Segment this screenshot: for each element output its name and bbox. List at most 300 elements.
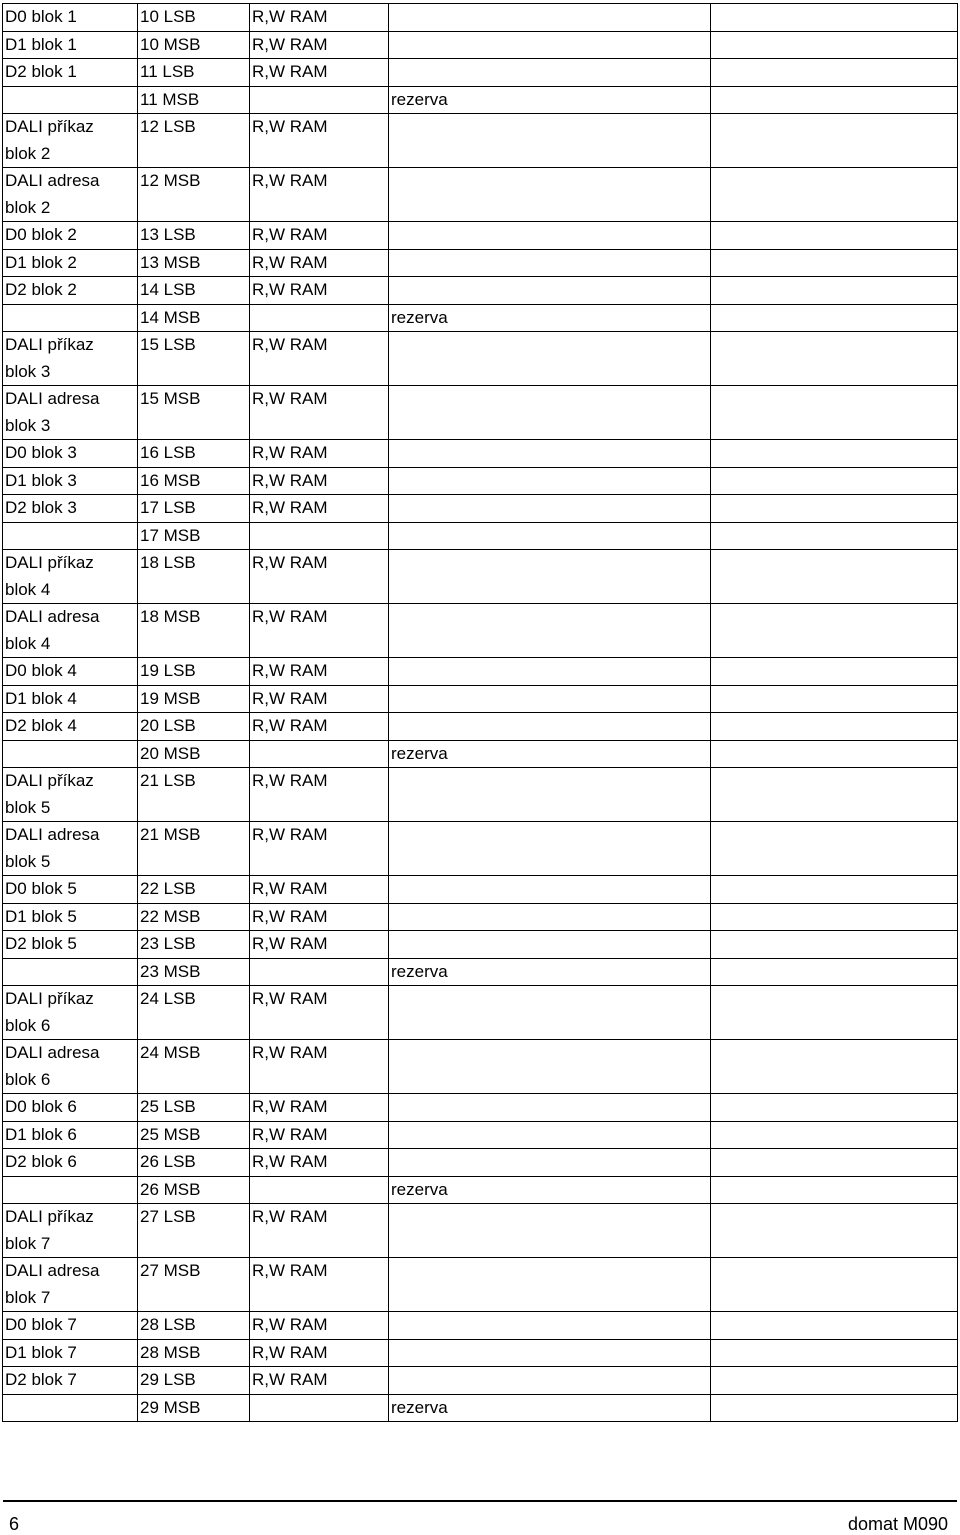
- cell-empty: [711, 141, 958, 168]
- cell-name: [3, 304, 138, 332]
- cell-access: R,W RAM: [250, 1204, 389, 1231]
- cell-empty: [711, 1094, 958, 1122]
- cell-note: [389, 277, 711, 305]
- cell-name: DALI adresa: [3, 168, 138, 195]
- cell-name: D0 blok 1: [3, 4, 138, 32]
- table-row: [3, 413, 958, 440]
- cell-note: [389, 1094, 711, 1122]
- table-row: [3, 59, 958, 87]
- cell-empty: [711, 768, 958, 795]
- cell-register: [138, 413, 250, 440]
- cell-empty: [711, 713, 958, 741]
- cell-note: rezerva: [389, 740, 711, 768]
- cell-empty: [711, 1367, 958, 1395]
- cell-note: [389, 522, 711, 550]
- cell-empty: [711, 1394, 958, 1422]
- cell-empty: [711, 1312, 958, 1340]
- cell-access: R,W RAM: [250, 1367, 389, 1395]
- cell-empty: [711, 903, 958, 931]
- table-row: [3, 1367, 958, 1395]
- cell-access: [250, 86, 389, 114]
- cell-name: D0 blok 2: [3, 222, 138, 250]
- table-row: [3, 168, 958, 195]
- cell-register: 15 MSB: [138, 386, 250, 413]
- cell-empty: [711, 1285, 958, 1312]
- cell-access: R,W RAM: [250, 876, 389, 904]
- cell-name: blok 2: [3, 141, 138, 168]
- table-row: [3, 195, 958, 222]
- cell-register: [138, 141, 250, 168]
- table-row: [3, 631, 958, 658]
- cell-register: 16 MSB: [138, 467, 250, 495]
- cell-access: R,W RAM: [250, 467, 389, 495]
- cell-register: [138, 1013, 250, 1040]
- cell-name: DALI adresa: [3, 822, 138, 849]
- cell-empty: [711, 658, 958, 686]
- table-row: [3, 1312, 958, 1340]
- cell-name: blok 7: [3, 1231, 138, 1258]
- cell-empty: [711, 685, 958, 713]
- cell-register: 23 LSB: [138, 931, 250, 959]
- cell-note: [389, 195, 711, 222]
- cell-register: 19 MSB: [138, 685, 250, 713]
- cell-empty: [711, 1258, 958, 1285]
- cell-name: DALI příkaz: [3, 114, 138, 141]
- cell-empty: [711, 1067, 958, 1094]
- cell-note: [389, 1067, 711, 1094]
- cell-name: blok 4: [3, 631, 138, 658]
- cell-name: blok 5: [3, 849, 138, 876]
- table-row: [3, 141, 958, 168]
- table-row: [3, 1285, 958, 1312]
- cell-register: 22 LSB: [138, 876, 250, 904]
- table-row: [3, 4, 958, 32]
- table-row: [3, 440, 958, 468]
- table-row: [3, 1067, 958, 1094]
- cell-register: 11 MSB: [138, 86, 250, 114]
- cell-access: [250, 577, 389, 604]
- cell-name: blok 6: [3, 1013, 138, 1040]
- cell-register: 24 MSB: [138, 1040, 250, 1067]
- cell-name: [3, 1394, 138, 1422]
- cell-name: D1 blok 7: [3, 1339, 138, 1367]
- cell-name: blok 2: [3, 195, 138, 222]
- cell-name: DALI příkaz: [3, 986, 138, 1013]
- cell-name: D2 blok 1: [3, 59, 138, 87]
- table-row: [3, 332, 958, 359]
- cell-empty: [711, 168, 958, 195]
- cell-note: [389, 249, 711, 277]
- table-row: [3, 768, 958, 795]
- cell-register: 26 MSB: [138, 1176, 250, 1204]
- table-row: [3, 1394, 958, 1422]
- cell-note: rezerva: [389, 958, 711, 986]
- cell-note: rezerva: [389, 304, 711, 332]
- cell-access: [250, 195, 389, 222]
- cell-note: [389, 386, 711, 413]
- table-row: [3, 1231, 958, 1258]
- cell-empty: [711, 1204, 958, 1231]
- table-row: [3, 604, 958, 631]
- table-row: [3, 822, 958, 849]
- cell-access: [250, 631, 389, 658]
- cell-name: D1 blok 6: [3, 1121, 138, 1149]
- cell-name: D0 blok 5: [3, 876, 138, 904]
- cell-access: R,W RAM: [250, 931, 389, 959]
- cell-access: [250, 795, 389, 822]
- cell-register: 12 LSB: [138, 114, 250, 141]
- cell-note: [389, 550, 711, 577]
- cell-note: [389, 631, 711, 658]
- cell-empty: [711, 604, 958, 631]
- cell-register: 29 MSB: [138, 1394, 250, 1422]
- table-row: [3, 876, 958, 904]
- cell-name: D1 blok 3: [3, 467, 138, 495]
- cell-access: R,W RAM: [250, 713, 389, 741]
- register-table-body: [3, 4, 958, 1422]
- cell-name: [3, 86, 138, 114]
- cell-note: rezerva: [389, 86, 711, 114]
- cell-empty: [711, 550, 958, 577]
- cell-access: [250, 1176, 389, 1204]
- cell-register: [138, 1285, 250, 1312]
- cell-access: R,W RAM: [250, 658, 389, 686]
- cell-access: [250, 141, 389, 168]
- cell-note: [389, 931, 711, 959]
- cell-note: [389, 685, 711, 713]
- cell-note: [389, 1339, 711, 1367]
- cell-name: DALI adresa: [3, 386, 138, 413]
- cell-name: D2 blok 3: [3, 495, 138, 523]
- cell-register: 14 LSB: [138, 277, 250, 305]
- cell-register: 10 LSB: [138, 4, 250, 32]
- cell-empty: [711, 577, 958, 604]
- cell-name: DALI příkaz: [3, 332, 138, 359]
- table-row: [3, 931, 958, 959]
- cell-empty: [711, 795, 958, 822]
- cell-access: R,W RAM: [250, 332, 389, 359]
- cell-name: D0 blok 4: [3, 658, 138, 686]
- table-row: [3, 740, 958, 768]
- cell-name: D2 blok 4: [3, 713, 138, 741]
- table-row: [3, 304, 958, 332]
- cell-access: R,W RAM: [250, 1339, 389, 1367]
- cell-name: [3, 740, 138, 768]
- cell-note: [389, 4, 711, 32]
- cell-empty: [711, 359, 958, 386]
- cell-name: D2 blok 7: [3, 1367, 138, 1395]
- cell-name: DALI adresa: [3, 1258, 138, 1285]
- cell-access: [250, 1285, 389, 1312]
- cell-note: [389, 822, 711, 849]
- cell-name: D1 blok 2: [3, 249, 138, 277]
- cell-note: [389, 713, 711, 741]
- cell-access: [250, 958, 389, 986]
- cell-access: R,W RAM: [250, 4, 389, 32]
- cell-access: R,W RAM: [250, 249, 389, 277]
- cell-name: [3, 522, 138, 550]
- cell-access: [250, 304, 389, 332]
- cell-note: rezerva: [389, 1394, 711, 1422]
- cell-access: [250, 413, 389, 440]
- cell-register: 13 MSB: [138, 249, 250, 277]
- cell-register: 10 MSB: [138, 31, 250, 59]
- cell-empty: [711, 958, 958, 986]
- cell-note: [389, 903, 711, 931]
- cell-access: R,W RAM: [250, 1149, 389, 1177]
- cell-register: 17 LSB: [138, 495, 250, 523]
- cell-note: [389, 495, 711, 523]
- cell-empty: [711, 195, 958, 222]
- table-row: [3, 550, 958, 577]
- cell-note: [389, 658, 711, 686]
- cell-access: [250, 1394, 389, 1422]
- cell-note: [389, 1367, 711, 1395]
- table-row: [3, 1013, 958, 1040]
- cell-note: [389, 332, 711, 359]
- cell-register: 29 LSB: [138, 1367, 250, 1395]
- cell-register: 20 MSB: [138, 740, 250, 768]
- cell-access: R,W RAM: [250, 1040, 389, 1067]
- table-row: [3, 249, 958, 277]
- cell-note: [389, 467, 711, 495]
- table-row: [3, 359, 958, 386]
- cell-register: [138, 1231, 250, 1258]
- table-row: [3, 495, 958, 523]
- cell-empty: [711, 31, 958, 59]
- table-row: [3, 795, 958, 822]
- cell-register: 11 LSB: [138, 59, 250, 87]
- cell-register: [138, 631, 250, 658]
- cell-register: 27 LSB: [138, 1204, 250, 1231]
- cell-register: 25 MSB: [138, 1121, 250, 1149]
- cell-name: blok 5: [3, 795, 138, 822]
- cell-empty: [711, 822, 958, 849]
- table-row: [3, 986, 958, 1013]
- table-row: [3, 658, 958, 686]
- cell-name: blok 6: [3, 1067, 138, 1094]
- table-row: [3, 1040, 958, 1067]
- cell-empty: [711, 1339, 958, 1367]
- cell-name: D1 blok 4: [3, 685, 138, 713]
- table-row: [3, 114, 958, 141]
- cell-access: R,W RAM: [250, 1121, 389, 1149]
- cell-empty: [711, 1231, 958, 1258]
- cell-access: R,W RAM: [250, 277, 389, 305]
- cell-name: D1 blok 5: [3, 903, 138, 931]
- cell-access: [250, 849, 389, 876]
- cell-note: [389, 604, 711, 631]
- cell-name: blok 3: [3, 413, 138, 440]
- cell-register: 28 MSB: [138, 1339, 250, 1367]
- cell-name: D0 blok 7: [3, 1312, 138, 1340]
- cell-empty: [711, 1121, 958, 1149]
- cell-name: D0 blok 3: [3, 440, 138, 468]
- cell-register: 14 MSB: [138, 304, 250, 332]
- cell-register: [138, 359, 250, 386]
- cell-note: [389, 114, 711, 141]
- cell-name: D1 blok 1: [3, 31, 138, 59]
- cell-empty: [711, 495, 958, 523]
- table-row: [3, 1094, 958, 1122]
- cell-register: 16 LSB: [138, 440, 250, 468]
- cell-access: R,W RAM: [250, 114, 389, 141]
- table-row: [3, 958, 958, 986]
- cell-empty: [711, 931, 958, 959]
- cell-empty: [711, 277, 958, 305]
- cell-access: R,W RAM: [250, 168, 389, 195]
- cell-empty: [711, 386, 958, 413]
- cell-register: 13 LSB: [138, 222, 250, 250]
- cell-register: 28 LSB: [138, 1312, 250, 1340]
- footer-brand: domat M090: [847, 1514, 948, 1534]
- table-row: [3, 386, 958, 413]
- cell-name: DALI příkaz: [3, 768, 138, 795]
- table-row: [3, 1149, 958, 1177]
- cell-name: DALI příkaz: [3, 550, 138, 577]
- table-row: [3, 277, 958, 305]
- cell-register: [138, 795, 250, 822]
- cell-empty: [711, 849, 958, 876]
- cell-empty: [711, 1013, 958, 1040]
- cell-access: R,W RAM: [250, 440, 389, 468]
- footer-divider: [3, 1500, 957, 1502]
- cell-access: [250, 1231, 389, 1258]
- cell-note: [389, 1285, 711, 1312]
- cell-access: [250, 740, 389, 768]
- cell-empty: [711, 467, 958, 495]
- table-row: [3, 467, 958, 495]
- cell-register: 24 LSB: [138, 986, 250, 1013]
- cell-empty: [711, 4, 958, 32]
- cell-register: [138, 1067, 250, 1094]
- table-row: [3, 1121, 958, 1149]
- cell-note: [389, 59, 711, 87]
- cell-access: [250, 1067, 389, 1094]
- cell-note: [389, 795, 711, 822]
- table-row: [3, 849, 958, 876]
- table-row: [3, 522, 958, 550]
- cell-note: [389, 359, 711, 386]
- cell-access: R,W RAM: [250, 31, 389, 59]
- cell-empty: [711, 332, 958, 359]
- cell-register: 21 MSB: [138, 822, 250, 849]
- cell-name: blok 4: [3, 577, 138, 604]
- cell-register: 23 MSB: [138, 958, 250, 986]
- cell-note: [389, 168, 711, 195]
- cell-empty: [711, 86, 958, 114]
- cell-access: R,W RAM: [250, 986, 389, 1013]
- table-row: [3, 713, 958, 741]
- cell-register: 27 MSB: [138, 1258, 250, 1285]
- cell-access: R,W RAM: [250, 495, 389, 523]
- cell-note: [389, 1013, 711, 1040]
- cell-name: DALI příkaz: [3, 1204, 138, 1231]
- cell-note: [389, 577, 711, 604]
- cell-access: R,W RAM: [250, 1094, 389, 1122]
- cell-note: [389, 849, 711, 876]
- cell-name: D2 blok 6: [3, 1149, 138, 1177]
- table-row: [3, 577, 958, 604]
- register-table: [2, 3, 958, 1422]
- cell-note: [389, 1231, 711, 1258]
- cell-access: R,W RAM: [250, 1258, 389, 1285]
- table-row: [3, 222, 958, 250]
- table-row: [3, 31, 958, 59]
- cell-access: R,W RAM: [250, 222, 389, 250]
- cell-note: [389, 986, 711, 1013]
- cell-empty: [711, 440, 958, 468]
- cell-register: 18 MSB: [138, 604, 250, 631]
- cell-note: [389, 1312, 711, 1340]
- cell-empty: [711, 413, 958, 440]
- cell-access: R,W RAM: [250, 550, 389, 577]
- cell-access: [250, 1013, 389, 1040]
- cell-note: [389, 1040, 711, 1067]
- cell-empty: [711, 740, 958, 768]
- cell-name: [3, 958, 138, 986]
- cell-note: [389, 440, 711, 468]
- cell-name: DALI adresa: [3, 604, 138, 631]
- cell-register: 26 LSB: [138, 1149, 250, 1177]
- cell-name: D2 blok 2: [3, 277, 138, 305]
- cell-register: 25 LSB: [138, 1094, 250, 1122]
- cell-note: [389, 222, 711, 250]
- cell-name: D0 blok 6: [3, 1094, 138, 1122]
- cell-empty: [711, 249, 958, 277]
- cell-access: [250, 359, 389, 386]
- table-row: [3, 903, 958, 931]
- cell-empty: [711, 1040, 958, 1067]
- table-row: [3, 685, 958, 713]
- cell-empty: [711, 114, 958, 141]
- cell-name: blok 3: [3, 359, 138, 386]
- cell-register: 19 LSB: [138, 658, 250, 686]
- cell-note: [389, 141, 711, 168]
- cell-access: R,W RAM: [250, 822, 389, 849]
- cell-access: R,W RAM: [250, 386, 389, 413]
- cell-empty: [711, 1176, 958, 1204]
- cell-empty: [711, 222, 958, 250]
- cell-empty: [711, 304, 958, 332]
- cell-empty: [711, 876, 958, 904]
- cell-empty: [711, 986, 958, 1013]
- cell-register: 12 MSB: [138, 168, 250, 195]
- table-row: [3, 1176, 958, 1204]
- cell-register: 17 MSB: [138, 522, 250, 550]
- cell-empty: [711, 1149, 958, 1177]
- cell-name: D2 blok 5: [3, 931, 138, 959]
- cell-note: [389, 1204, 711, 1231]
- cell-register: [138, 195, 250, 222]
- cell-access: R,W RAM: [250, 768, 389, 795]
- cell-name: blok 7: [3, 1285, 138, 1312]
- cell-name: DALI adresa: [3, 1040, 138, 1067]
- cell-access: R,W RAM: [250, 685, 389, 713]
- cell-register: 21 LSB: [138, 768, 250, 795]
- cell-access: R,W RAM: [250, 903, 389, 931]
- cell-access: R,W RAM: [250, 604, 389, 631]
- cell-note: [389, 413, 711, 440]
- cell-note: [389, 1258, 711, 1285]
- table-row: [3, 86, 958, 114]
- cell-register: 18 LSB: [138, 550, 250, 577]
- cell-empty: [711, 59, 958, 87]
- table-row: [3, 1339, 958, 1367]
- cell-register: [138, 577, 250, 604]
- cell-note: [389, 876, 711, 904]
- table-row: [3, 1204, 958, 1231]
